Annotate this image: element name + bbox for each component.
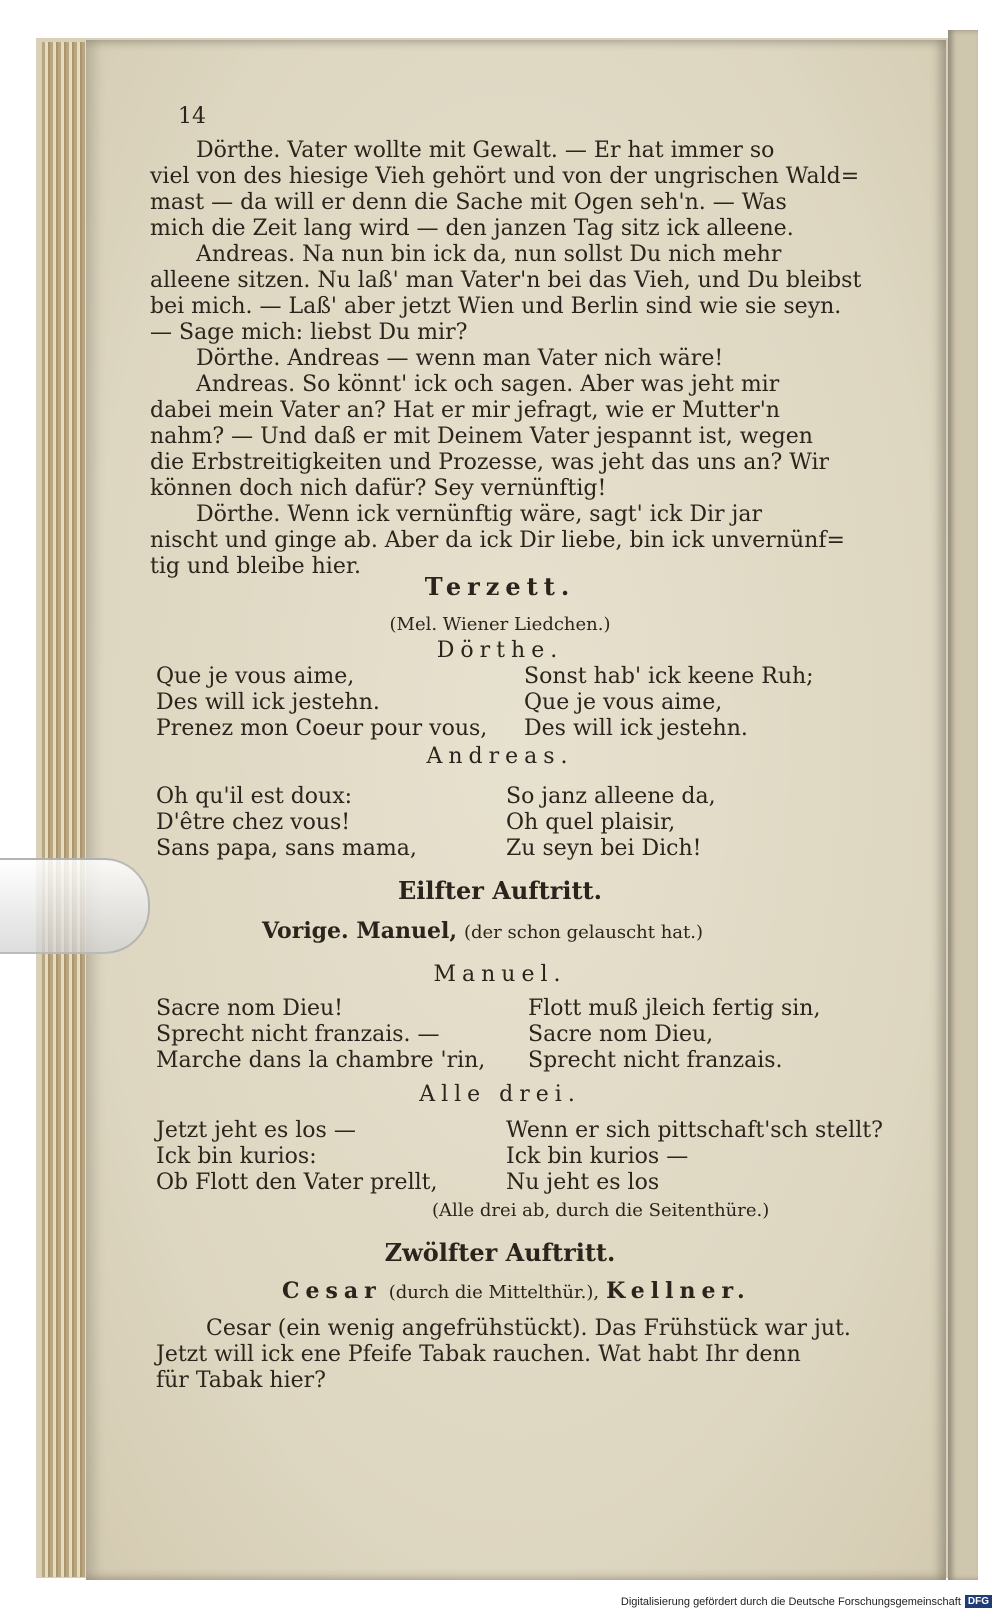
text-line: Cesar (ein wenig angefrühstückt). Das Frühstück war jut. (206, 1316, 851, 1341)
verse-line: Oh qu'il est doux: (156, 784, 353, 809)
verse-line: Que je vous aime, (156, 664, 355, 689)
text-line: können doch nich dafür? Sey vernünftig! (150, 476, 607, 501)
verse-line: Flott muß jleich fertig sin, (528, 996, 821, 1021)
cast-note: (durch die Mittelthür.), (388, 1282, 600, 1303)
verse-line: Marche dans la chambre 'rin, (156, 1048, 486, 1073)
text-line: für Tabak hier? (156, 1368, 326, 1393)
scene-heading: Zwölfter Auftritt. (384, 1238, 616, 1267)
text-line: die Erbstreitigkeiten und Prozesse, was jeht das uns an? Wir (150, 450, 830, 475)
speaker-heading: Dörthe. (436, 638, 564, 663)
text-line: — Sage mich: liebst Du mir? (150, 320, 468, 345)
verse-line: Oh quel plaisir, (506, 810, 676, 835)
text-line: Andreas. So könnt' ick och sagen. Aber was jeht mir (196, 372, 780, 397)
verse-line: D'être chez vous! (156, 810, 351, 835)
text-line: tig und bleibe hier. (150, 554, 361, 579)
verse-line: Des will ick jestehn. (524, 716, 748, 741)
cast-names: Vorige. Manuel, (262, 918, 457, 944)
melody-note: (Mel. Wiener Liedchen.) (389, 614, 611, 635)
dfg-logo: DFG (965, 1595, 992, 1608)
stage-direction: (Alle drei ab, durch die Seitenthüre.) (432, 1200, 770, 1221)
verse-line: Sprecht nicht franzais. — (156, 1022, 440, 1047)
text-line: nahm? — Und daß er mit Deinem Vater jespannt ist, wegen (150, 424, 813, 449)
text-line: viel von des hiesige Vieh gehört und von der ungrischen Wald= (150, 164, 860, 189)
text-line: Dörthe. Vater wollte mit Gewalt. — Er hat immer so (196, 138, 775, 163)
verse-line: Zu seyn bei Dich! (506, 836, 702, 861)
text-line: Dörthe. Andreas — wenn man Vater nich wäre! (196, 346, 724, 371)
cast-line (262, 918, 703, 946)
verse-line: Wenn er sich pittschaft'sch stellt? (506, 1118, 883, 1143)
verse-line: Nu jeht es los (506, 1170, 660, 1195)
verse-line: Sacre nom Dieu! (156, 996, 344, 1021)
verse-line: Ick bin kurios — (506, 1144, 689, 1169)
verse-line: Sans papa, sans mama, (156, 836, 417, 861)
text-line: nischt und ginge ab. Aber da ick Dir liebe, bin ick unvernünf= (150, 528, 845, 553)
cast-note: (der schon gelauscht hat.) (463, 922, 703, 943)
footer-credit (621, 1595, 992, 1608)
verse-line: Sacre nom Dieu, (528, 1022, 714, 1047)
speaker-heading: Alle drei. (419, 1082, 581, 1107)
text-line: bei mich. — Laß' aber jetzt Wien und Berlin sind wie sie seyn. (150, 294, 842, 319)
verse-line: Prenez mon Coeur pour vous, (156, 716, 488, 741)
verse-line: Des will ick jestehn. (156, 690, 380, 715)
terzett-heading: Terzett. (424, 572, 576, 601)
footer-text: Digitalisierung gefördert durch die Deutsche Forschungsgemeinschaft (620, 1595, 961, 1608)
text-line: alleene sitzen. Nu laß' man Vater'n bei das Vieh, und Du bleibst (150, 268, 862, 293)
text-line: Andreas. Na nun bin ick da, nun sollst Du nich mehr (196, 242, 782, 267)
text-line: mast — da will er denn die Sache mit Ogen seh'n. — Was (150, 190, 787, 215)
verse-line: Jetzt jeht es los — (156, 1118, 356, 1143)
text-line: Dörthe. Wenn ick vernünftig wäre, sagt' ick Dir jar (196, 502, 762, 527)
verse-line: Que je vous aime, (524, 690, 723, 715)
verse-line: Ick bin kurios: (156, 1144, 317, 1169)
page-clip (0, 858, 150, 954)
cast-names: Cesar (282, 1278, 382, 1304)
speaker-heading: Manuel. (433, 962, 567, 987)
text-line: mich die Zeit lang wird — den janzen Tag sitz ick alleene. (150, 216, 794, 241)
verse-line: Sonst hab' ick keene Ruh; (524, 664, 814, 689)
text-line: Jetzt will ick ene Pfeife Tabak rauchen. Wat habt Ihr denn (156, 1342, 801, 1367)
page-number: 14 (178, 104, 206, 129)
verse-line: Ob Flott den Vater prellt, (156, 1170, 438, 1195)
verse-line: So janz alleene da, (506, 784, 716, 809)
text-line: dabei mein Vater an? Hat er mir jefragt, wie er Mutter'n (150, 398, 780, 423)
speaker-heading: Andreas. (426, 744, 574, 769)
cast-names: Kellner. (606, 1278, 751, 1304)
cast-line (282, 1278, 751, 1306)
verse-line: Sprecht nicht franzais. (528, 1048, 783, 1073)
scene-heading: Eilfter Auftritt. (398, 876, 602, 905)
